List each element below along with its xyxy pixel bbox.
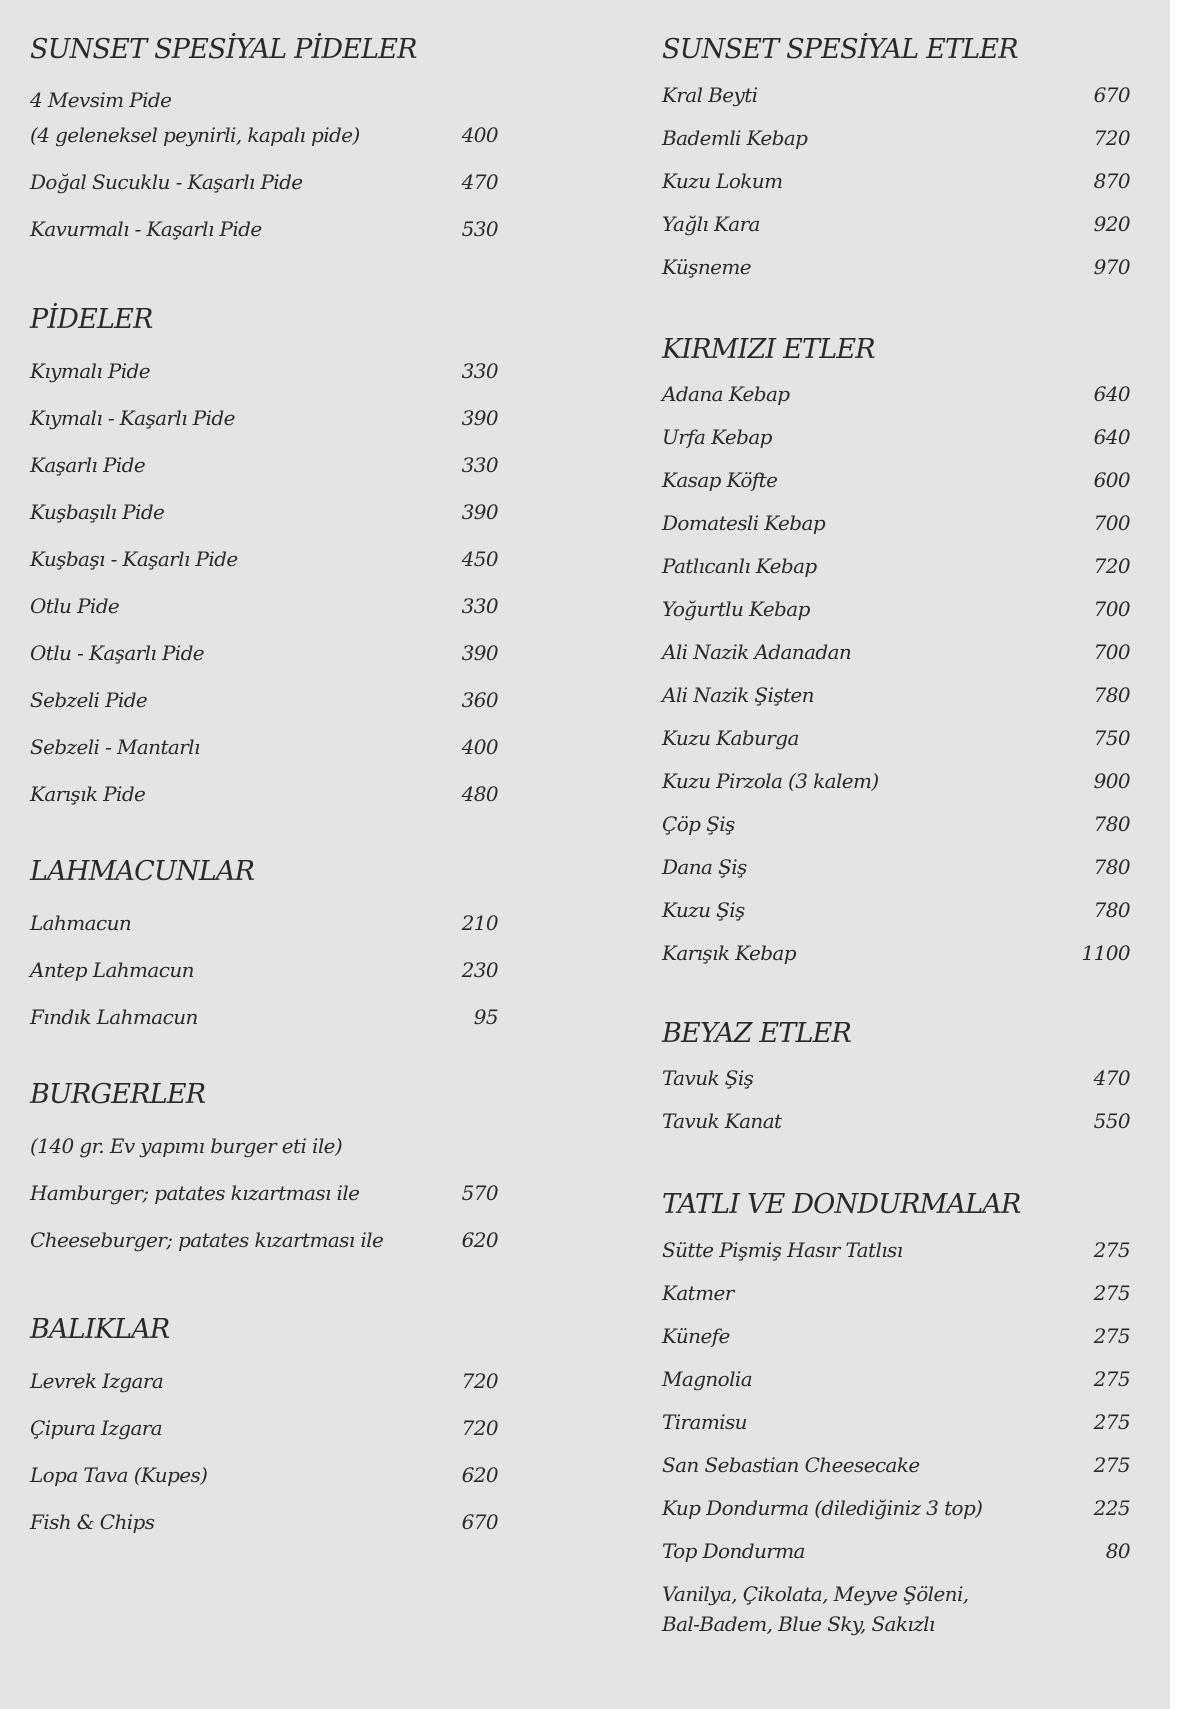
menu-item-name: Kuzu Lokum <box>662 169 783 193</box>
menu-item-name: Doğal Sucuklu - Kaşarlı Pide <box>30 170 303 194</box>
menu-item-name: Karışık Pide <box>30 782 146 806</box>
menu-item-name: Bal-Badem, Blue Sky, Sakızlı <box>662 1612 935 1636</box>
menu-item-price: 620 <box>461 1228 498 1252</box>
menu-item-price: 970 <box>1093 255 1130 279</box>
menu-item <box>662 895 1130 925</box>
menu-item-name: Ali Nazik Adanadan <box>662 640 852 664</box>
menu-item <box>30 85 498 115</box>
menu-item-price: 400 <box>461 123 498 147</box>
menu-item <box>30 1507 498 1537</box>
menu-item <box>662 1450 1130 1480</box>
menu-item-name: Fish & Chips <box>30 1510 155 1534</box>
menu-item-name: Hamburger; patates kızartması ile <box>30 1181 360 1205</box>
menu-item-price: 920 <box>1093 212 1130 236</box>
menu-item-price: 640 <box>1093 425 1130 449</box>
menu-item <box>662 680 1130 710</box>
menu-item <box>662 1235 1130 1265</box>
menu-item <box>30 497 498 527</box>
menu-item-name: Künefe <box>662 1324 730 1348</box>
menu-item-name: Dana Şiş <box>662 855 747 879</box>
menu-item-price: 400 <box>461 735 498 759</box>
menu-item-name: Sütte Pişmiş Hasır Tatlısı <box>662 1238 903 1262</box>
menu-item <box>662 1493 1130 1523</box>
menu-item-name: Sebzeli - Mantarlı <box>30 735 200 759</box>
section-title: BURGERLER <box>30 1079 206 1110</box>
menu-item-name: Kasap Köfte <box>662 468 778 492</box>
menu-item-price: 780 <box>1093 898 1130 922</box>
menu-item <box>30 779 498 809</box>
menu-item <box>30 1413 498 1443</box>
menu-item <box>662 1609 1130 1639</box>
menu-item-price: 275 <box>1093 1410 1130 1434</box>
menu-item <box>30 1178 498 1208</box>
menu-item-name: Çipura Izgara <box>30 1416 163 1440</box>
menu-item-price: 620 <box>461 1463 498 1487</box>
menu-item <box>662 422 1130 452</box>
menu-item-price: 275 <box>1093 1453 1130 1477</box>
menu-item-name: Kıymalı - Kaşarlı Pide <box>30 406 235 430</box>
menu-item <box>662 209 1130 239</box>
section-title: SUNSET SPESİYAL ETLER <box>662 34 1018 65</box>
menu-item <box>662 1536 1130 1566</box>
menu-item <box>30 403 498 433</box>
menu-item <box>30 120 498 150</box>
menu-item-price: 480 <box>461 782 498 806</box>
menu-item <box>30 1460 498 1490</box>
section-title: PİDELER <box>30 304 153 335</box>
menu-item-price: 670 <box>461 1510 498 1534</box>
menu-item-price: 330 <box>461 359 498 383</box>
menu-item-name: Tavuk Kanat <box>662 1109 782 1133</box>
menu-item <box>662 465 1130 495</box>
menu-item-name: Kaşarlı Pide <box>30 453 146 477</box>
menu-item-name: Kral Beyti <box>662 83 758 107</box>
section-title: BALIKLAR <box>30 1314 170 1345</box>
menu-item <box>30 591 498 621</box>
menu-item-price: 550 <box>1093 1109 1130 1133</box>
menu-item-name: Kuşbaşı - Kaşarlı Pide <box>30 547 238 571</box>
menu-item-price: 275 <box>1093 1324 1130 1348</box>
section-title: LAHMACUNLAR <box>30 856 255 887</box>
menu-item <box>662 1063 1130 1093</box>
menu-item-price: 1100 <box>1081 941 1130 965</box>
menu-item-name: Vanilya, Çikolata, Meyve Şöleni, <box>662 1582 969 1606</box>
menu-item-name: Domatesli Kebap <box>662 511 826 535</box>
menu-item <box>30 908 498 938</box>
menu-item <box>662 1106 1130 1136</box>
menu-item-name: (140 gr. Ev yapımı burger eti ile) <box>30 1134 343 1158</box>
menu-item-price: 225 <box>1093 1496 1130 1520</box>
menu-item-name: Magnolia <box>662 1367 753 1391</box>
menu-item <box>30 544 498 574</box>
menu-item <box>662 80 1130 110</box>
section-title: TATLI VE DONDURMALAR <box>662 1189 1021 1220</box>
menu-item-price: 275 <box>1093 1367 1130 1391</box>
menu-item <box>662 1579 1130 1609</box>
menu-item-price: 670 <box>1093 83 1130 107</box>
menu-item-price: 330 <box>461 594 498 618</box>
menu-item-name: Yoğurtlu Kebap <box>662 597 810 621</box>
menu-item <box>662 123 1130 153</box>
menu-item <box>30 685 498 715</box>
menu-item-price: 720 <box>461 1416 498 1440</box>
menu-item-name: Fındık Lahmacun <box>30 1005 198 1029</box>
menu-item <box>662 1278 1130 1308</box>
menu-item-price: 780 <box>1093 683 1130 707</box>
menu-item-name: Tiramisu <box>662 1410 747 1434</box>
menu-item-price: 390 <box>461 641 498 665</box>
menu-item <box>662 1321 1130 1351</box>
menu-item-price: 600 <box>1093 468 1130 492</box>
menu-item-price: 700 <box>1093 640 1130 664</box>
menu-item-name: Çöp Şiş <box>662 812 735 836</box>
menu-item <box>662 766 1130 796</box>
menu-item-name: Kavurmalı - Kaşarlı Pide <box>30 217 262 241</box>
menu-item-name: Lahmacun <box>30 911 132 935</box>
menu-item <box>30 638 498 668</box>
menu-item-name: Otlu - Kaşarlı Pide <box>30 641 205 665</box>
menu-item-price: 530 <box>461 217 498 241</box>
menu-item-price: 390 <box>461 406 498 430</box>
section-title: BEYAZ ETLER <box>662 1018 852 1049</box>
menu-item <box>30 356 498 386</box>
menu-item <box>662 637 1130 667</box>
menu-item-name: Kuşbaşılı Pide <box>30 500 165 524</box>
menu-item <box>662 938 1130 968</box>
menu-item <box>662 1364 1130 1394</box>
menu-item-price: 275 <box>1093 1238 1130 1262</box>
menu-item-name: Kıymalı Pide <box>30 359 150 383</box>
menu-item <box>662 252 1130 282</box>
menu-item-price: 80 <box>1105 1539 1130 1563</box>
menu-item <box>662 379 1130 409</box>
menu-item-price: 900 <box>1093 769 1130 793</box>
menu-item-price: 390 <box>461 500 498 524</box>
menu-item-name: Kuzu Şiş <box>662 898 745 922</box>
section-title: KIRMIZI ETLER <box>662 334 875 365</box>
menu-item <box>662 1407 1130 1437</box>
menu-item-name: Küşneme <box>662 255 751 279</box>
menu-item <box>662 852 1130 882</box>
menu-item <box>30 1366 498 1396</box>
menu-item-price: 720 <box>1093 554 1130 578</box>
menu-item-name: Lopa Tava (Kupes) <box>30 1463 208 1487</box>
menu-item-price: 360 <box>461 688 498 712</box>
menu-item-price: 95 <box>473 1005 498 1029</box>
menu-item-price: 640 <box>1093 382 1130 406</box>
menu-item-name: Karışık Kebap <box>662 941 796 965</box>
menu-item-price: 700 <box>1093 597 1130 621</box>
menu-item <box>30 1002 498 1032</box>
menu-item-name: Patlıcanlı Kebap <box>662 554 817 578</box>
menu-item-name: Kuzu Pirzola (3 kalem) <box>662 769 879 793</box>
menu-item-price: 700 <box>1093 511 1130 535</box>
menu-item-name: Antep Lahmacun <box>30 958 194 982</box>
menu-item <box>30 167 498 197</box>
menu-item-name: Bademli Kebap <box>662 126 808 150</box>
menu-item-name: Cheeseburger; patates kızartması ile <box>30 1228 384 1252</box>
menu-item-price: 275 <box>1093 1281 1130 1305</box>
menu-item-name: Top Dondurma <box>662 1539 805 1563</box>
menu-item-name: San Sebastian Cheesecake <box>662 1453 920 1477</box>
menu-item-price: 780 <box>1093 812 1130 836</box>
menu-item-name: Sebzeli Pide <box>30 688 148 712</box>
menu-item-name: Levrek Izgara <box>30 1369 164 1393</box>
menu-item <box>662 723 1130 753</box>
menu-item <box>662 594 1130 624</box>
menu-item-price: 870 <box>1093 169 1130 193</box>
menu-item <box>662 809 1130 839</box>
menu-item <box>662 166 1130 196</box>
menu-item-name: Kup Dondurma (dilediğiniz 3 top) <box>662 1496 983 1520</box>
menu-item-name: Katmer <box>662 1281 734 1305</box>
menu-item-name: Tavuk Şiş <box>662 1066 754 1090</box>
menu-item-name: Urfa Kebap <box>662 425 772 449</box>
menu-item <box>30 1225 498 1255</box>
menu-item-name: (4 geleneksel peynirli, kapalı pide) <box>30 123 360 147</box>
menu-item <box>30 1131 498 1161</box>
menu-item-name: 4 Mevsim Pide <box>30 88 172 112</box>
menu-item-price: 470 <box>461 170 498 194</box>
menu-item-price: 330 <box>461 453 498 477</box>
menu-item-price: 230 <box>461 958 498 982</box>
menu-item-price: 780 <box>1093 855 1130 879</box>
menu-item-price: 720 <box>1093 126 1130 150</box>
menu-item-price: 210 <box>461 911 498 935</box>
menu-item <box>30 450 498 480</box>
menu-item-name: Otlu Pide <box>30 594 120 618</box>
menu-item <box>30 955 498 985</box>
menu-item-name: Adana Kebap <box>662 382 790 406</box>
section-title: SUNSET SPESİYAL PİDELER <box>30 34 417 65</box>
menu-item-price: 570 <box>461 1181 498 1205</box>
menu-item-price: 720 <box>461 1369 498 1393</box>
menu-item-price: 450 <box>461 547 498 571</box>
menu-item-price: 750 <box>1093 726 1130 750</box>
menu-item-name: Ali Nazik Şişten <box>662 683 814 707</box>
menu-item-name: Yağlı Kara <box>662 212 760 236</box>
menu-item <box>662 508 1130 538</box>
menu-item-price: 470 <box>1093 1066 1130 1090</box>
menu-item-name: Kuzu Kaburga <box>662 726 799 750</box>
menu-item <box>30 732 498 762</box>
menu-item <box>30 214 498 244</box>
menu-item <box>662 551 1130 581</box>
